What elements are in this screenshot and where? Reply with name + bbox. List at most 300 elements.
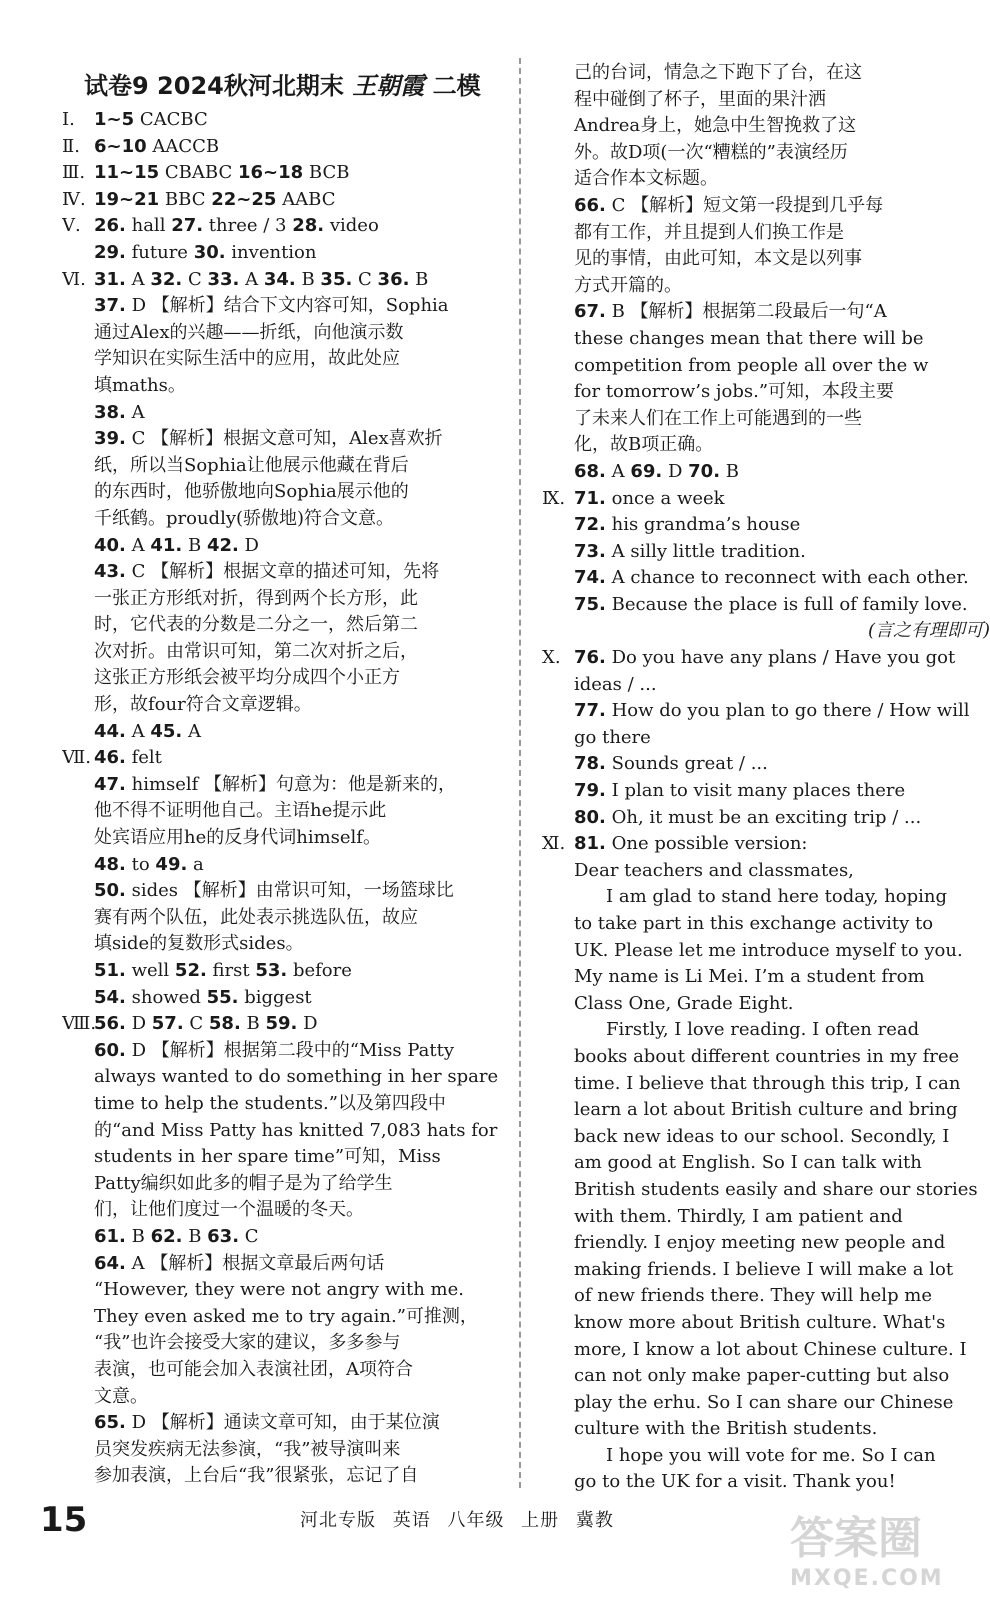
question-number: 40. <box>94 534 126 556</box>
answer-text: invention <box>225 241 317 263</box>
answer-line <box>542 512 990 539</box>
answer-line <box>542 618 990 645</box>
answer-text: D <box>125 1013 147 1035</box>
answer-text: a <box>187 853 204 875</box>
answer-line <box>542 565 990 592</box>
question-number: 73. <box>574 540 606 562</box>
answer-line <box>542 432 990 459</box>
answer-line <box>62 1410 510 1437</box>
answer-text: C <box>352 268 372 290</box>
question-number: 64. <box>94 1252 126 1274</box>
answer-line <box>542 1390 990 1417</box>
answer-line <box>542 193 990 220</box>
question-number: 77. <box>574 700 606 722</box>
question-number: 81. <box>574 833 606 855</box>
answer-line <box>542 831 990 858</box>
page-title <box>84 66 510 101</box>
answer-line <box>62 772 510 799</box>
answer-text: C <box>239 1225 259 1247</box>
answer-text: Do you have any plans / Have you got <box>605 647 956 669</box>
answer-text: B <box>182 1225 202 1247</box>
continuation-text: 一张正方形纸对折，得到两个长方形，此 <box>94 587 418 609</box>
question-number: 45. <box>150 720 183 742</box>
answer-text: C <box>182 268 202 290</box>
answer-line <box>62 346 510 373</box>
answer-text: AABC <box>276 188 336 210</box>
answer-line <box>542 1017 990 1044</box>
answer-line <box>62 1251 510 1278</box>
answer-line <box>542 964 990 991</box>
continuation-text: Class One, Grade Eight. <box>574 992 794 1014</box>
answer-text: B <box>720 460 739 482</box>
question-number: 34. <box>263 268 296 290</box>
question-number: 75. <box>574 593 606 615</box>
continuation-text: Andrea身上，她急中生智挽救了这 <box>574 115 857 137</box>
continuation-text: Firstly, I love reading. I often read <box>606 1019 920 1041</box>
question-number: 78. <box>574 753 606 775</box>
continuation-text: 参加表演，上台后“我”很紧张，忘记了自 <box>94 1465 419 1487</box>
answer-text: Sounds great / ... <box>605 753 768 775</box>
continuation-text: 的“and Miss Patty has knitted 7,083 hats for <box>94 1119 498 1141</box>
question-number: 74. <box>574 567 606 589</box>
answer-text: hall <box>125 215 166 237</box>
question-number: 58. <box>208 1013 241 1035</box>
answer-line <box>62 479 510 506</box>
question-number: 28. <box>292 215 325 237</box>
continuation-text: Dear teachers and classmates, <box>574 859 854 881</box>
question-number: 60. <box>94 1039 126 1061</box>
continuation-text: 形，故four符合文章逻辑。 <box>94 694 312 716</box>
answer-line <box>62 134 510 161</box>
answer-line <box>62 1384 510 1411</box>
answer-line <box>62 905 510 932</box>
answer-line <box>542 645 990 672</box>
question-number: 72. <box>574 514 606 536</box>
answer-text: his grandma’s house <box>605 514 801 536</box>
answer-line <box>62 1277 510 1304</box>
continuation-text: 千纸鹤。proudly(骄傲地)符合文意。 <box>94 507 395 529</box>
question-number: 31. <box>94 268 126 290</box>
answer-line <box>62 1330 510 1357</box>
answer-line <box>62 1357 510 1384</box>
answer-line <box>62 931 510 958</box>
question-number: 38. <box>94 401 126 423</box>
section-numeral: Ⅰ. <box>62 109 75 130</box>
answer-line <box>542 884 990 911</box>
answer-text: C <box>183 1013 204 1035</box>
continuation-text: UK. Please let me introduce myself to you. <box>574 939 963 961</box>
answer-text: A <box>605 460 625 482</box>
answer-line <box>542 87 990 114</box>
answer-text: A <box>125 401 145 423</box>
answer-line <box>542 592 990 619</box>
continuation-text: students in her spare time”可知，Miss <box>94 1146 441 1168</box>
question-number: 63. <box>207 1225 240 1247</box>
answer-line <box>542 938 990 965</box>
section-numeral: Ⅺ. <box>542 833 566 855</box>
answer-text: CBABC <box>159 162 233 184</box>
question-number: 70. <box>688 460 721 482</box>
answer-line <box>62 1118 510 1145</box>
answer-line <box>542 1150 990 1177</box>
continuation-text: 外。故D项(一次“糟糕的”表演经历 <box>574 141 848 163</box>
question-number: 49. <box>155 853 188 875</box>
question-number: 53. <box>255 960 288 981</box>
question-number: 66. <box>574 194 606 216</box>
answer-text: B 【解析】根据第二段最后一句“A <box>605 301 887 323</box>
continuation-text: 纸，所以当Sophia让他展示他藏在背后 <box>94 454 409 476</box>
answer-line <box>62 320 510 347</box>
continuation-text: ideas / ... <box>574 673 657 695</box>
watermark-url: MXQE.COM <box>790 1566 944 1591</box>
answer-line <box>542 486 990 513</box>
continuation-text: 见的事情，由此可知，本文是以列事 <box>574 248 862 270</box>
answer-line <box>542 911 990 938</box>
answer-line <box>62 1038 510 1065</box>
question-number: 11~15 <box>94 162 160 184</box>
section-numeral: Ⅹ. <box>542 647 561 669</box>
answer-line <box>62 187 510 214</box>
answer-line <box>62 213 510 240</box>
answer-text: A <box>125 534 145 556</box>
answer-line <box>62 798 510 825</box>
answer-line <box>542 751 990 778</box>
continuation-text: more, I know a lot about Chinese culture. I <box>574 1338 967 1360</box>
continuation-text: 们，让他们度过一个温暖的冬天。 <box>94 1199 364 1221</box>
answer-line <box>62 453 510 480</box>
question-number: 16~18 <box>237 162 304 184</box>
continuation-text: 方式开篇的。 <box>574 274 682 296</box>
question-number: 19~21 <box>94 188 160 210</box>
answer-line <box>62 426 510 453</box>
question-number: 50. <box>94 880 126 902</box>
continuation-text: 填maths。 <box>94 374 186 396</box>
continuation-text: time. I believe that through this trip, I can <box>574 1072 961 1094</box>
question-number: 29. <box>94 241 126 263</box>
continuation-text: 填side的复数形式sides。 <box>94 933 304 955</box>
continuation-text: “However, they were not angry with me. <box>94 1279 464 1301</box>
continuation-text: competition from people all over the w <box>574 354 929 376</box>
answer-line <box>62 293 510 320</box>
question-number: 6~10 <box>94 135 147 157</box>
answer-line <box>62 1064 510 1091</box>
continuation-text: 了未来人们在工作上可能遇到的一些 <box>574 407 862 429</box>
question-number: 42. <box>206 534 239 556</box>
answer-line <box>62 267 510 294</box>
answer-line <box>62 107 510 134</box>
answer-line <box>542 406 990 433</box>
question-number: 41. <box>150 534 183 556</box>
question-number: 33. <box>207 268 240 290</box>
answer-text: B <box>295 268 315 290</box>
continuation-text: I am glad to stand here today, hoping <box>606 886 948 908</box>
answer-text: B <box>182 534 202 556</box>
answer-line <box>542 1257 990 1284</box>
question-number: 59. <box>265 1013 298 1035</box>
title-suffix: 二模 <box>432 72 481 100</box>
section-numeral: Ⅱ. <box>62 135 80 157</box>
question-number: 27. <box>171 215 204 237</box>
answer-text: video <box>324 215 379 237</box>
answer-line <box>62 160 510 187</box>
answer-text: biggest <box>238 986 312 1008</box>
continuation-text: with them. Thirdly, I am patient and <box>574 1205 903 1227</box>
question-number: 65. <box>94 1412 126 1434</box>
continuation-text: 化，故B项正确。 <box>574 434 714 456</box>
continuation-text: 的东西时，他骄傲地向Sophia展示他的 <box>94 481 409 503</box>
continuation-text: They even asked me to try again.”可推测， <box>94 1305 478 1327</box>
answer-line <box>542 539 990 566</box>
answer-line <box>62 719 510 746</box>
answer-text: A 【解析】根据文章最后两句话 <box>125 1252 385 1274</box>
watermark-text: 答案圈 <box>790 1513 922 1564</box>
answer-line <box>542 379 990 406</box>
question-number: 71. <box>574 487 606 509</box>
section-numeral: Ⅵ. <box>62 268 86 290</box>
answer-line <box>542 1310 990 1337</box>
answer-text: A <box>182 720 201 742</box>
answer-line <box>62 612 510 639</box>
answer-text: C 【解析】短文第一段提到几乎每 <box>605 194 884 216</box>
column-divider <box>519 58 521 1488</box>
continuation-text: friendly. I enjoy meeting new people and <box>574 1232 946 1254</box>
answer-text: A silly little tradition. <box>605 540 806 562</box>
brand-logo-text: 王朝霞 <box>352 71 425 100</box>
continuation-text: 这张正方形纸会被平均分成四个小正方 <box>94 667 400 689</box>
continuation-text: I hope you will vote for me. So I can <box>606 1444 936 1466</box>
answer-text: sides 【解析】由常识可知，一场篮球比 <box>125 880 454 902</box>
answer-line <box>542 1443 990 1470</box>
answer-text: AACCB <box>146 135 220 157</box>
continuation-text: culture with the British students. <box>574 1418 878 1440</box>
continuation-text: 程中碰倒了杯子，里面的果汁洒 <box>574 88 826 110</box>
continuation-text: of new friends there. They will help me <box>574 1285 933 1307</box>
answer-text: One possible version: <box>605 833 808 855</box>
continuation-text: these changes mean that there will be <box>574 327 924 349</box>
continuation-text: go to the UK for a visit. Thank you! <box>574 1471 896 1493</box>
question-number: 43. <box>94 561 126 583</box>
answer-text: before <box>287 960 352 981</box>
continuation-text: 通过Alex的兴趣——折纸，向他演示数 <box>94 321 404 343</box>
answer-list-left <box>62 107 510 1490</box>
question-number: 30. <box>193 241 226 263</box>
answer-line <box>542 1177 990 1204</box>
continuation-text: “我”也许会接受大家的建议，多多参与 <box>94 1332 401 1354</box>
note-text: (言之有理即可) <box>867 620 990 642</box>
continuation-text: 己的台词，情急之下跑下了台，在这 <box>574 62 862 83</box>
answer-line <box>542 326 990 353</box>
section-numeral: Ⅷ. <box>62 1013 97 1035</box>
answer-text: Oh, it must be an exciting trip / ... <box>605 806 922 828</box>
question-number: 48. <box>94 853 126 875</box>
answer-line <box>62 1224 510 1251</box>
answer-line <box>62 1091 510 1118</box>
answer-text: B <box>240 1013 260 1035</box>
answer-line <box>62 825 510 852</box>
answer-line <box>62 639 510 666</box>
continuation-text: 他不得不证明他自己。主语he提示此 <box>94 800 387 822</box>
answer-text: CACBC <box>134 109 208 130</box>
question-number: 55. <box>206 986 239 1008</box>
answer-line <box>62 665 510 692</box>
question-number: 62. <box>150 1225 183 1247</box>
question-number: 69. <box>630 460 663 482</box>
question-number: 37. <box>94 295 126 317</box>
continuation-text: 赛有两个队伍，此处表示挑选队伍，故应 <box>94 906 418 928</box>
answer-text: Because the place is full of family love. <box>605 593 968 615</box>
answer-text: B <box>125 1225 145 1247</box>
answer-line <box>542 1230 990 1257</box>
answer-line <box>62 878 510 905</box>
right-column <box>542 60 990 1496</box>
answer-line <box>62 958 510 985</box>
answer-text: A chance to reconnect with each other. <box>605 567 969 589</box>
answer-line <box>542 805 990 832</box>
answer-line <box>542 1124 990 1151</box>
continuation-text: 员突发疾病无法参演，“我”被导演叫来 <box>94 1438 401 1460</box>
answer-line <box>62 373 510 400</box>
answer-text: I plan to visit many places there <box>605 780 906 802</box>
answer-line <box>542 672 990 699</box>
answer-text: D 【解析】结合下文内容可知，Sophia <box>125 295 449 317</box>
answer-text: himself 【解析】句意为：他是新来的， <box>125 773 457 795</box>
answer-list-right <box>542 60 990 1496</box>
section-numeral: Ⅳ. <box>62 188 86 210</box>
continuation-text: can not only make paper-cutting but also <box>574 1365 950 1387</box>
answer-line <box>542 1283 990 1310</box>
question-number: 44. <box>94 720 126 742</box>
answer-text: C 【解析】根据文章的描述可知，先将 <box>125 561 440 583</box>
answer-line <box>542 459 990 486</box>
answer-line <box>542 858 990 885</box>
answer-text: How do you plan to go there / How will <box>605 700 970 722</box>
answer-text: C 【解析】根据文意可知，Alex喜欢折 <box>125 428 443 450</box>
continuation-text: go there <box>574 726 651 748</box>
question-number: 46. <box>94 747 126 769</box>
continuation-text: making friends. I believe I will make a lot <box>574 1258 954 1280</box>
answer-line <box>62 1463 510 1490</box>
question-number: 61. <box>94 1225 126 1247</box>
answer-text: D <box>238 534 259 556</box>
watermark-logo <box>790 1502 944 1591</box>
continuation-text: Patty编织如此多的帽子是为了给学生 <box>94 1172 393 1194</box>
question-number: 1~5 <box>94 109 135 130</box>
continuation-text: to take part in this exchange activity to <box>574 913 934 934</box>
answer-text: D <box>297 1013 318 1035</box>
question-number: 67. <box>574 301 606 323</box>
answer-line <box>542 1416 990 1443</box>
question-number: 52. <box>174 960 207 981</box>
answer-text: three / 3 <box>203 215 287 237</box>
answer-line <box>62 559 510 586</box>
answer-line <box>542 113 990 140</box>
answer-text: A <box>125 720 145 742</box>
continuation-text: for tomorrow’s jobs.”可知，本段主要 <box>574 381 895 403</box>
question-number: 79. <box>574 780 606 802</box>
question-number: 68. <box>574 460 606 482</box>
continuation-text: always wanted to do something in her spare <box>94 1066 499 1088</box>
question-number: 56. <box>94 1013 126 1035</box>
answer-line <box>542 140 990 167</box>
continuation-text: British students easily and share our stories <box>574 1178 978 1200</box>
page-number: 15 <box>40 1500 88 1540</box>
answer-line <box>62 240 510 267</box>
continuation-text: 都有工作，并且提到人们换工作是 <box>574 221 844 243</box>
continuation-text: 时，它代表的分数是二分之一，然后第二 <box>94 614 418 636</box>
continuation-text: 次对折。由常识可知，第二次对折之后， <box>94 640 418 662</box>
question-number: 36. <box>377 268 410 290</box>
answer-line <box>62 533 510 560</box>
answer-text: D 【解析】通读文章可知，由于某位演 <box>125 1412 440 1434</box>
answer-line <box>542 1097 990 1124</box>
answer-line <box>62 852 510 879</box>
answer-text: first <box>206 960 250 981</box>
answer-line <box>62 1144 510 1171</box>
continuation-text: learn a lot about British culture and bring <box>574 1099 958 1121</box>
question-number: 22~25 <box>211 188 277 210</box>
section-numeral: Ⅲ. <box>62 162 86 184</box>
continuation-text: time to help the students.”以及第四段中 <box>94 1092 446 1114</box>
answer-line <box>62 692 510 719</box>
section-numeral: Ⅴ. <box>62 215 81 237</box>
answer-line <box>542 1044 990 1071</box>
answer-line <box>542 60 990 87</box>
answer-text: D <box>662 460 683 482</box>
answer-line <box>542 353 990 380</box>
continuation-text: 学知识在实际生活中的应用，故此处应 <box>94 348 400 370</box>
answer-text: D 【解析】根据第二段中的“Miss Patty <box>125 1039 455 1061</box>
answer-line <box>62 1197 510 1224</box>
answer-line <box>542 1071 990 1098</box>
answer-text: A <box>239 268 259 290</box>
continuation-text: My name is Li Mei. I’m a student from <box>574 966 925 988</box>
question-number: 35. <box>320 268 353 290</box>
answer-line <box>542 725 990 752</box>
answer-line <box>542 698 990 725</box>
question-number: 76. <box>574 647 606 669</box>
answer-line <box>542 1363 990 1390</box>
continuation-text: know more about British culture. What's <box>574 1311 946 1333</box>
question-number: 54. <box>94 986 126 1008</box>
answer-text: well <box>125 960 170 981</box>
answer-text: felt <box>125 747 162 769</box>
answer-text: future <box>125 241 188 263</box>
question-number: 80. <box>574 806 606 828</box>
continuation-text: books about different countries in my free <box>574 1045 960 1067</box>
question-number: 51. <box>94 960 126 981</box>
answer-text: BBC <box>159 188 206 210</box>
answer-text: once a week <box>605 487 725 509</box>
answer-line <box>62 1304 510 1331</box>
answer-line <box>542 1469 990 1496</box>
answer-line <box>542 1337 990 1364</box>
answer-line <box>542 299 990 326</box>
question-number: 32. <box>150 268 183 290</box>
answer-line <box>62 985 510 1012</box>
section-numeral: Ⅸ. <box>542 487 566 509</box>
answer-line <box>62 1011 510 1038</box>
answer-line <box>62 506 510 533</box>
answer-line <box>62 745 510 772</box>
continuation-text: play the erhu. So I can share our Chinese <box>574 1391 954 1413</box>
question-number: 39. <box>94 428 126 450</box>
answer-line <box>62 586 510 613</box>
section-numeral: Ⅶ. <box>62 747 91 769</box>
answer-text: B <box>409 268 429 290</box>
question-number: 47. <box>94 773 126 795</box>
answer-text: showed <box>125 986 201 1008</box>
question-number: 26. <box>94 215 126 237</box>
